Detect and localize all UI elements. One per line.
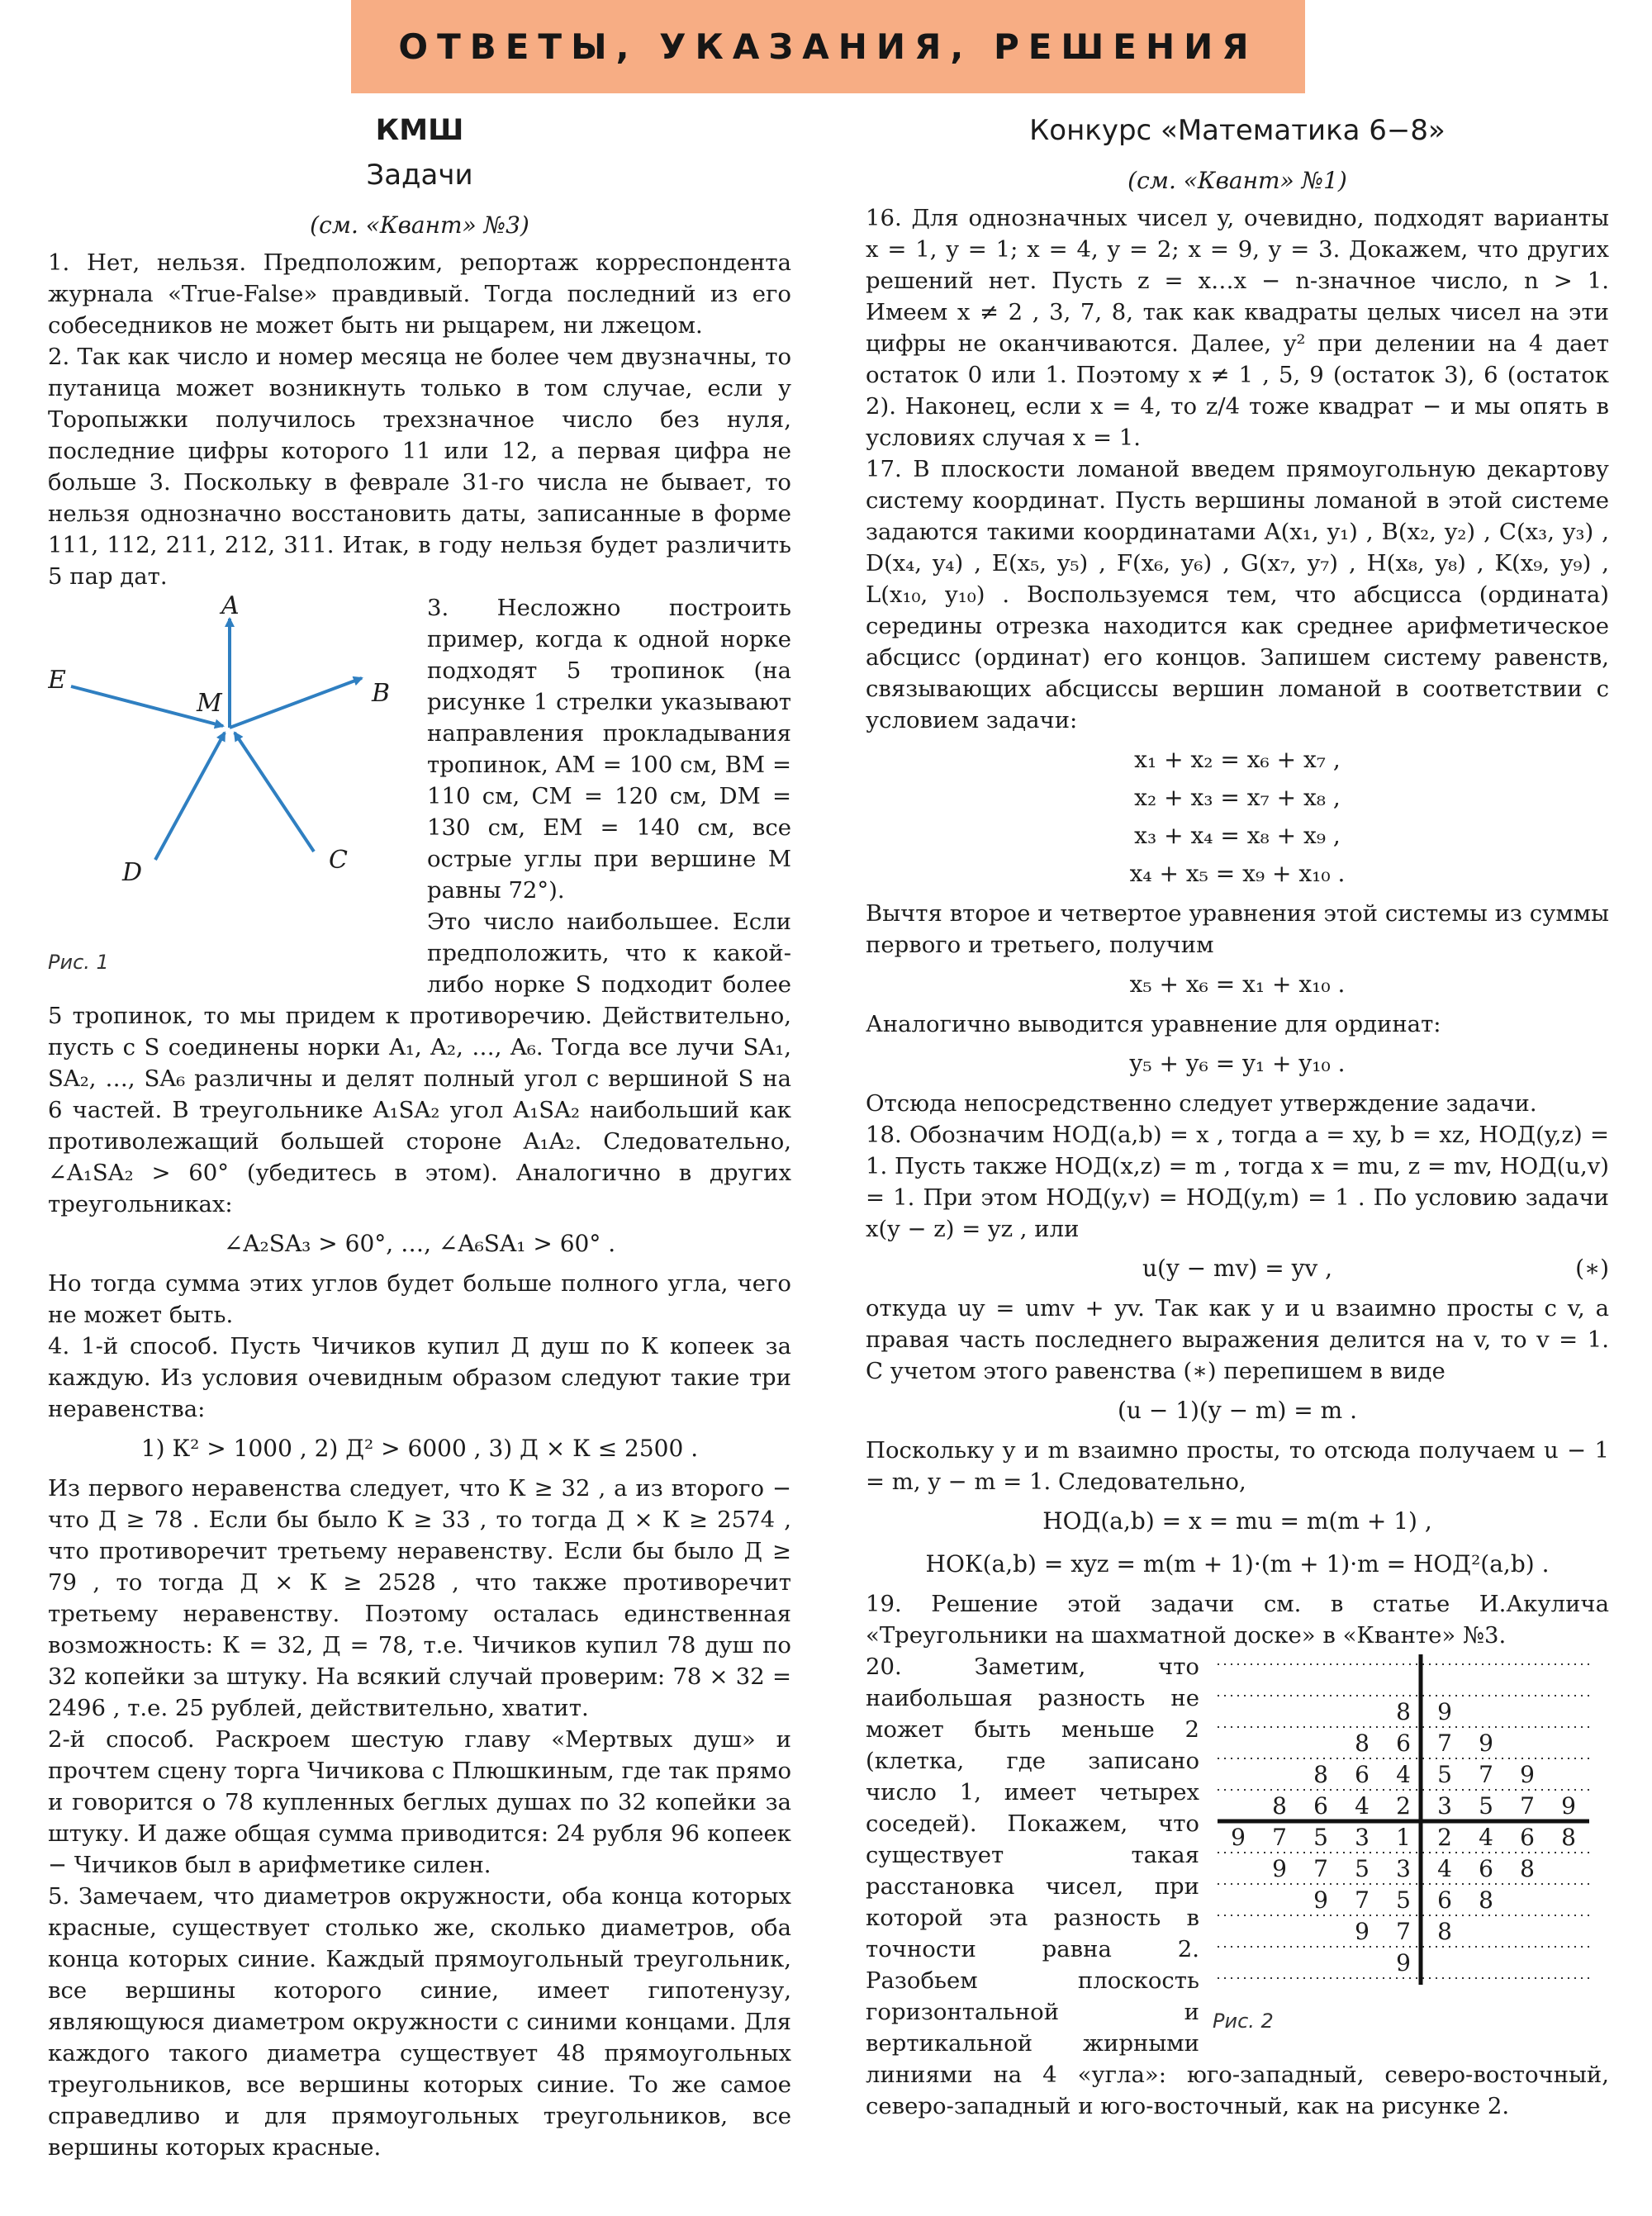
- grid-cell-number: 7: [1355, 1886, 1370, 1914]
- formula-star-tag: (∗): [1575, 1255, 1609, 1282]
- grid-cell-number: 2: [1437, 1824, 1452, 1851]
- grid-cell-number: 6: [1313, 1792, 1328, 1820]
- subsection-heading: Задачи: [366, 159, 473, 192]
- label-a: A: [221, 596, 240, 620]
- answer-16: 16. Для однозначных чисел y, очевидно, подходят варианты x = 1, y = 1; x = 4, y = 2; x = 9, y = 3. Докажем, что других решений нет. Пусть z = x…x − n-значное число, n > 1. Имеем x ≠ 2 , 3, 7, 8, так как квадраты целых чисел на эти цифры не оканчиваются. Далее, y² при делении на 4 дает остаток 0 или 1. Поэтому x ≠ 1 , 5, 9 (остаток 3), 6 (остаток 2). Наконец, если x = 4, то z/4 тоже квадрат − и мы опять в условиях случая x = 1.: [866, 205, 1609, 451]
- answer-3: 3. Несложно построить пример, когда к одной норке подходят 5 тропинок (на рисунке 1 стрелки указывают направления прокладывания тропинок, AM = 100 см, BM = 110 см, CM = 120 см, DM = 130 см, EM = 140 см, все острые углы при вершине M равны 72°).: [427, 595, 791, 904]
- grid-cell-number: 3: [1396, 1855, 1411, 1882]
- formula-y-result: y₅ + y₆ = y₁ + y₁₀ .: [1129, 1050, 1346, 1077]
- answer-17-conclusion: Отсюда непосредственно следует утверждение задачи.: [866, 1090, 1537, 1117]
- formula-angles: ∠A₂SA₃ > 60°, …, ∠A₆SA₁ > 60° .: [223, 1230, 616, 1257]
- grid-cell-number: 9: [1520, 1761, 1535, 1788]
- grid-cell-number: 8: [1479, 1886, 1493, 1914]
- formula-x-result: x₅ + x₆ = x₁ + x₁₀ .: [1129, 970, 1346, 998]
- banner-title: ОТВЕТЫ, УКАЗАНИЯ, РЕШЕНИЯ: [398, 26, 1258, 67]
- formula-product: (u − 1)(y − m) = m .: [1117, 1397, 1358, 1424]
- formula-star: [866, 1250, 1609, 1288]
- grid-cell-number: 3: [1437, 1792, 1452, 1820]
- equation-1: x₁ + x₂ = x₆ + x₇ ,: [1134, 746, 1341, 773]
- grid-cell-number: 7: [1520, 1792, 1535, 1820]
- section-heading-kmsh: КМШ: [375, 114, 464, 147]
- section-banner: [351, 0, 1305, 93]
- answer-18: 18. Обозначим НОД(a,b) = x , тогда a = xy, b = xz, НОД(y,z) = 1. Пусть также НОД(x,z) = m , тогда x = mu, z = mv, НОД(u,v) = 1. При этом НОД(y,v) = НОД(y,m) = 1 . По условию задачи x(y − z) = yz , или: [866, 1122, 1609, 1242]
- grid-cell-number: 1: [1396, 1824, 1411, 1851]
- figure-1-diagram: [48, 596, 415, 951]
- grid-cell-number: 7: [1272, 1824, 1287, 1851]
- grid-cell-number: 5: [1437, 1761, 1452, 1788]
- arrow-cm: [235, 733, 314, 852]
- answer-17-ordinates: Аналогично выводится уравнение для ординат:: [866, 1011, 1441, 1037]
- label-d: D: [122, 858, 143, 887]
- contest-reference: (см. «Квант» №1): [1127, 167, 1347, 194]
- grid-cell-number: 7: [1313, 1855, 1328, 1882]
- formula-gcd: НОД(a,b) = x = mu = m(m + 1) ,: [1042, 1507, 1432, 1535]
- grid-cell-number: 9: [1561, 1792, 1576, 1820]
- grid-cell-number: 4: [1355, 1792, 1370, 1820]
- system-of-equations: [866, 741, 1609, 893]
- answer-18-continued: откуда uy = umv + yv. Так как y и u взаимно просты с v, а правая часть последнего выражения делится на v, то v = 1. С учетом этого равенства (∗) перепишем в виде: [866, 1295, 1609, 1384]
- grid-cell-number: 8: [1272, 1792, 1287, 1820]
- answer-5: 5. Замечаем, что диаметров окружности, оба конца которых красные, существует столько же, сколько диаметров, оба конца которых синие. Каждый прямоугольный треугольник, все вершины которого синие, имеет гипотенузу, являющуюся диаметром окружности с синими концами. Для каждого такого диаметра существует 48 прямоугольных треугольников, все вершины которых синие. То же самое справедливо и для прямоугольных треугольников, все вершины которых красные.: [48, 1883, 791, 2161]
- grid-cell-number: 5: [1355, 1855, 1370, 1882]
- equation-4: x₄ + x₅ = x₉ + x₁₀ .: [1129, 860, 1346, 887]
- grid-cell-number: 8: [1313, 1761, 1328, 1788]
- source-reference: (см. «Квант» №3): [310, 211, 529, 239]
- grid-cell-number: 9: [1272, 1855, 1287, 1882]
- equation-2: x₂ + x₃ = x₇ + x₈ ,: [1134, 784, 1341, 811]
- grid-cell-number: 6: [1520, 1824, 1535, 1851]
- grid-cell-number: 4: [1437, 1855, 1452, 1882]
- grid-cell-number: 6: [1355, 1761, 1370, 1788]
- answer-3-proof: Это число наибольшее. Если предположить, что к какой-либо норке S подходит более 5 тропинок, то мы придем к противоречию. Действительно, пусть с S соединены норки A₁, A₂, …, A₆. Тогда все лучи SA₁, SA₂, …, SA₆ различны и делят полный угол с вершиной S на 6 частей. В треугольнике A₁SA₂ угол A₁SA₂ наибольший как противолежащий большей стороне A₁A₂. Следовательно, ∠A₁SA₂ > 60° (убедитесь в этом). Аналогично в других треугольниках:: [48, 909, 791, 1217]
- answer-2: [48, 341, 791, 592]
- answer-18-conclusion: Поскольку y и m взаимно просты, то отсюда получаем u − 1 = m, y − m = 1. Следовательно,: [866, 1437, 1609, 1495]
- grid-cell-number: 9: [1355, 1918, 1370, 1945]
- grid-cell-number: 5: [1313, 1824, 1328, 1851]
- grid-cell-number: 7: [1437, 1730, 1452, 1757]
- label-m: M: [197, 689, 222, 718]
- arrow-dm: [155, 733, 225, 860]
- figure-1-caption: Рис. 1: [48, 951, 109, 974]
- answer-17: 17. В плоскости ломаной введем прямоугольную декартову систему координат. Пусть вершины ломаной в этой системе задаются такими координатами A(x₁, y₁) , B(x₂, y₂) , C(x₃, y₃) , D(x₄, y₄) , E(x₅, y₅) , F(x₆, y₆) , G(x₇, y₇) , H(x₈, y₈) , K(x₉, y₉) , L(x₁₀, y₁₀) . Воспользуемся тем, что абсцисса (ордината) середины отрезка находится как среднее арифметическое абсцисс (ординат) его концов. Запишем систему равенств, связывающих абсциссы вершин ломаной в соответствии с условием задачи:: [866, 456, 1609, 733]
- left-column: [48, 106, 791, 2163]
- answer-17-subtract: Вычтя второе и четвертое уравнения этой системы из суммы первого и третьего, получим: [866, 900, 1609, 958]
- grid-cell-number: 8: [1561, 1824, 1576, 1851]
- figure-2-caption: Рис. 2: [1213, 2010, 1274, 2033]
- answer-20: 20. Заметим, что наибольшая разность не может быть меньше 2 (клетка, где записано число 1, имеет четырех соседей). Покажем, что существует такая расстановка чисел, при которой эта разность в точности равна 2. Разобьем плоскость горизонтальной и вертикальной жирными линиями на 4 «угла»: юго-западный, северо-восточный, северо-западный и юго-восточный, как на рисунке 2.: [866, 1654, 1609, 2119]
- grid-cell-number: 9: [1231, 1824, 1246, 1851]
- grid-cell-number: 8: [1437, 1918, 1452, 1945]
- answer-3-conclusion: Но тогда сумма этих углов будет больше полного угла, чего не может быть.: [48, 1270, 791, 1328]
- grid-cell-number: 8: [1396, 1698, 1411, 1725]
- grid-cell-number: 4: [1479, 1824, 1493, 1851]
- right-column: [866, 106, 1609, 2122]
- arrow-mb: [230, 678, 362, 728]
- grid-cell-number: 9: [1437, 1698, 1452, 1725]
- grid-cell-number: 6: [1479, 1855, 1493, 1882]
- label-e: E: [48, 666, 66, 695]
- answer-19: 19. Решение этой задачи см. в статье И.Акулича «Треугольники на шахматной доске» в «Кванте» №3.: [866, 1591, 1609, 1649]
- grid-cell-number: 8: [1520, 1855, 1535, 1882]
- grid-cell-number: 9: [1479, 1730, 1493, 1757]
- grid-cell-number: 4: [1396, 1761, 1411, 1788]
- grid-cell-number: 6: [1437, 1886, 1452, 1914]
- grid-cell-number: 2: [1396, 1792, 1411, 1820]
- label-b: B: [372, 679, 391, 708]
- answer-4: 4. 1-й способ. Пусть Чичиков купил Д душ по К копеек за каждую. Из условия очевидным образом следуют такие три неравенства:: [48, 1333, 791, 1422]
- grid-cell-number: 5: [1479, 1792, 1493, 1820]
- figure-1: [48, 596, 415, 975]
- answer-2-text: 2. Так как число и номер месяца не более чем двузначны, то путаница может возникнуть только в том случае, если у Торопыжки получилось трехзначное число без нуля, последние цифры которого 11 или 12, а первая цифра не больше 3. Поскольку в феврале 31-го числа не бывает, то нельзя однозначно восстановить даты, записанные в форме 111, 112, 211, 212, 311. Итак, в году нельзя будет различить 5 пар дат.: [48, 344, 791, 590]
- label-c: C: [329, 846, 348, 875]
- contest-heading: Конкурс «Математика 6−8»: [1029, 114, 1446, 147]
- figure-2-number-grid: [1213, 1654, 1609, 2010]
- formula-inequalities: 1) К² > 1000 , 2) Д² > 6000 , 3) Д × К ≤ 2500 .: [140, 1435, 699, 1462]
- grid-cell-number: 7: [1479, 1761, 1493, 1788]
- answer-4-second-method: 2-й способ. Раскроем шестую главу «Мертвых душ» и прочтем сцену торга Чичикова с Плюшкиным, где так прямо и говорится о 78 купленных беглых душах по 32 копейки за штуку. И даже общая сумма приводится: 24 рубля 96 копеек − Чичиков был в арифметике силен.: [48, 1726, 791, 1878]
- grid-cell-number: 5: [1396, 1886, 1411, 1914]
- grid-cell-number: 9: [1396, 1949, 1411, 1976]
- answer-4-solution: Из первого неравенства следует, что К ≥ 32 , а из второго − что Д ≥ 78 . Если бы было К ≥ 33 , то тогда Д × К ≥ 2574 , что противоречит третьему неравенству. Если бы было Д ≥ 79 , то тогда Д × К ≥ 2528 , что также противоречит третьему неравенству. Поэтому осталась единственная возможность: К = 32, Д = 78, т.е. Чичиков купил 78 душ по 32 копейки за штуку. На всякий случай проверим: 78 × 32 = 2496 , т.е. 25 рублей, действительно, хватит.: [48, 1475, 791, 1721]
- grid-cell-number: 7: [1396, 1918, 1411, 1945]
- grid-cell-number: 8: [1355, 1730, 1370, 1757]
- grid-cell-number: 3: [1355, 1824, 1370, 1851]
- formula-star-body: u(y − mv) = yv ,: [1142, 1255, 1333, 1282]
- equation-3: x₃ + x₄ = x₈ + x₉ ,: [1134, 822, 1341, 849]
- grid-cell-number: 6: [1396, 1730, 1411, 1757]
- grid-cell-number: 9: [1313, 1886, 1328, 1914]
- answer-1: 1. Нет, нельзя. Предположим, репортаж корреспондента журнала «True-False» правдивый. Тогда последний из его собеседников не может быть ни рыцарем, ни лжецом.: [48, 249, 791, 339]
- figure-2: [1213, 1654, 1609, 2033]
- formula-lcm: НОК(a,b) = xyz = m(m + 1)·(m + 1)·m = НОД²(a,b) .: [925, 1550, 1550, 1578]
